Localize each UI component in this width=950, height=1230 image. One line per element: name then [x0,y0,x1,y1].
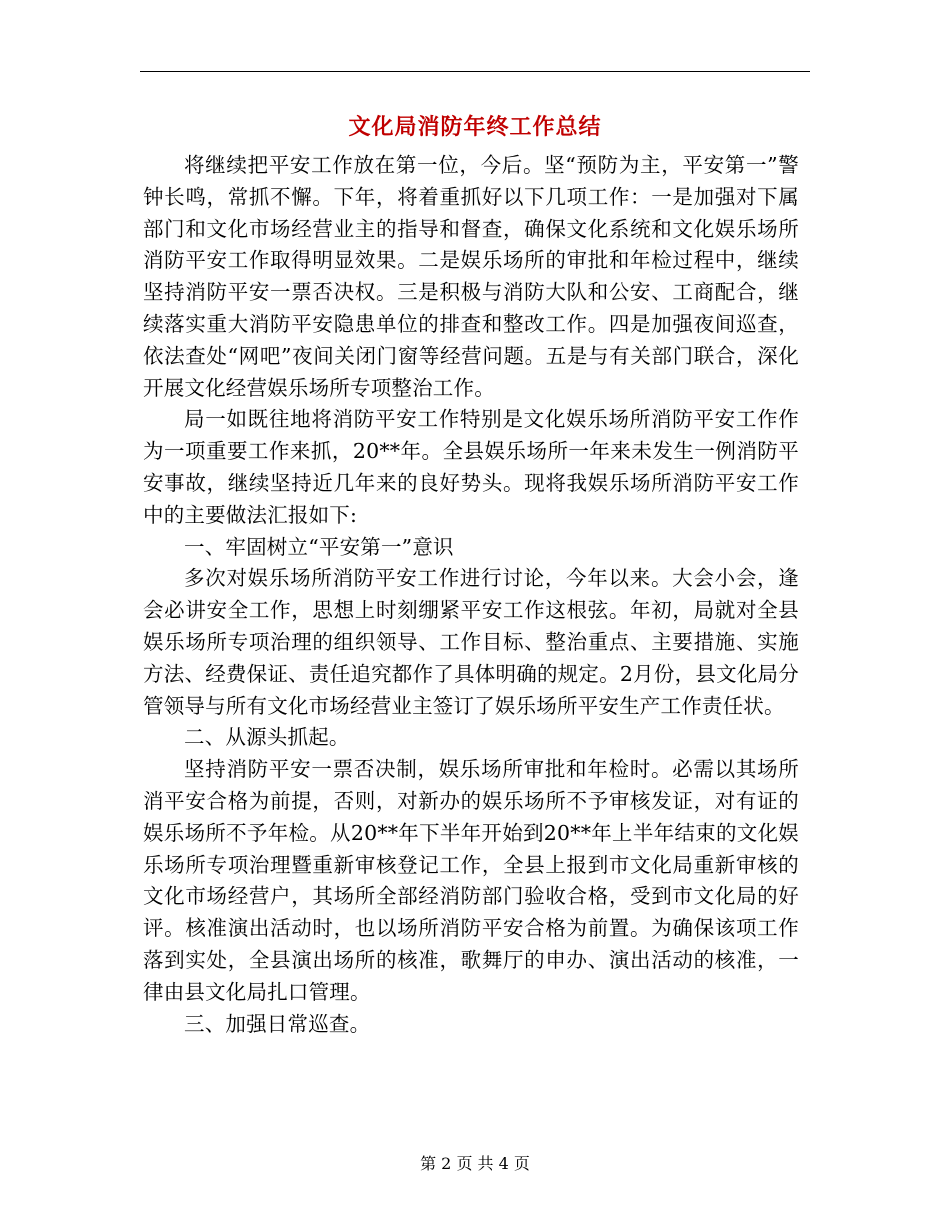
section-heading-2: 二、从源头抓起。 [184,725,350,750]
document-title: 文化局消防年终工作总结 [348,115,602,140]
document-body [143,150,799,1040]
section-heading-3: 三、加强日常巡查。 [184,1011,371,1036]
paragraph-plan: 将继续把平安工作放在第一位，今后。坚“预防为主，平安第一”警钟长鸣，常抓不懈。下年，将着重抓好以下几项工作：一是加强对下属部门和文化市场经营业主的指导和督查，确保文化系统和文化娱乐场所消防平安工作取得明显效果。二是娱乐场所的审批和年检过程中，继续坚持消防平安一票否决权。三是积极与消防大队和公安、工商配合，继续落实重大消防平安隐患单位的排查和整改工作。四是加强夜间巡查，依法查处“网吧”夜间关闭门窗等经营问题。五是与有关部门联合，深化开展文化经营娱乐场所专项整治工作。 [143,153,799,400]
paragraph-intro: 局一如既往地将消防平安工作特别是文化娱乐场所消防平安工作作为一项重要工作来抓，20**年。全县娱乐场所一年来未发生一例消防平安事故，继续坚持近几年来的良好势头。现将我娱乐场所消防平安工作中的主要做法汇报如下: [143,407,799,527]
paragraph-section-2: 坚持消防平安一票否决制，娱乐场所审批和年检时。必需以其场所消平安合格为前提，否则，对新办的娱乐场所不予审核发证，对有证的娱乐场所不予年检。从20**年下半年开始到20**年上半年结束的文化娱乐场所专项治理暨重新审核登记工作，全县上报到市文化局重新审核的文化市场经营户，其场所全部经消防部门验收合格，受到市文化局的好评。核准演出活动时，也以场所消防平安合格为前置。为确保该项工作落到实处，全县演出场所的核准，歌舞厅的申办、演出活动的核准，一律由县文化局扎口管理。 [143,757,799,1004]
paragraph-section-1: 多次对娱乐场所消防平安工作进行讨论，今年以来。大会小会，逢会必讲安全工作，思想上时刻绷紧平安工作这根弦。年初，局就对全县娱乐场所专项治理的组织领导、工作目标、整治重点、主要措施、实施方法、经费保证、责任追究都作了具体明确的规定。2月份，县文化局分管领导与所有文化市场经营业主签订了娱乐场所平安生产工作责任状。 [143,566,799,718]
header-rule [140,71,810,72]
section-heading-1: 一、牢固树立“平安第一”意识 [184,534,454,559]
page-number: 第 2 页 共 4 页 [420,1154,530,1173]
